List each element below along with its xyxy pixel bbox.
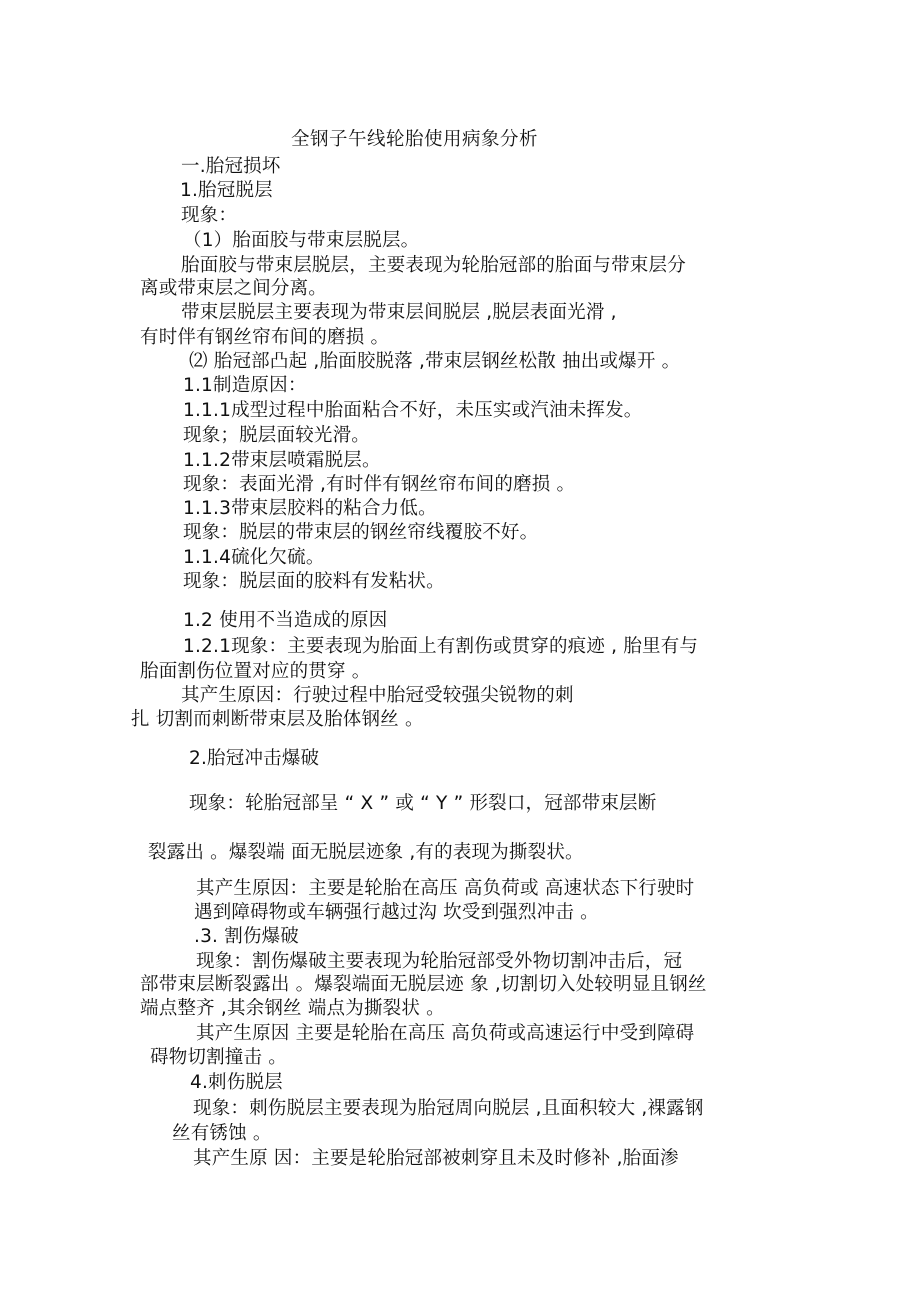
text-line: 有时伴有钢丝帘布间的磨损 。	[140, 327, 390, 348]
text-line: 裂露出 。爆裂端 面无脱层迹象 ,有的表现为撕裂状。	[148, 842, 584, 863]
text-line: 胎面胶与带束层脱层，主要表现为轮胎冠部的胎面与带束层分	[181, 255, 686, 276]
text-line: ⑵ 胎冠部凸起 ,胎面胶脱落 ,带束层钢丝松散 抽出或爆开 。	[189, 351, 681, 372]
text-line: 其产生原因 主要是轮胎在高压 高负荷或高速运行中受到障碍	[196, 1023, 695, 1044]
text-line: 1.1.2带束层喷霜脱层。	[183, 450, 381, 471]
text-line: 现象：表面光滑 ,有时伴有钢丝帘布间的磨损 。	[183, 474, 576, 495]
text-line: 1.1.1成型过程中胎面粘合不好，未压实或汽油未挥发。	[183, 400, 643, 421]
text-line: 端点整齐 ,其余钢丝 端点为撕裂状 。	[140, 998, 445, 1019]
text-line: 碍物切割撞击 。	[150, 1047, 287, 1068]
document-title: 全钢子午线轮胎使用病象分析	[291, 129, 539, 150]
text-line: 离或带束层之间分离。	[140, 278, 328, 299]
text-line: （1）胎面胶与带束层脱层。	[183, 230, 420, 251]
section-heading: 2.胎冠冲击爆破	[189, 748, 320, 769]
text-line: 其产生原 因：主要是轮胎冠部被刺穿且未及时修补 ,胎面渗	[193, 1148, 679, 1169]
text-line: 其产生原因：行驶过程中胎冠受较强尖锐物的刺	[181, 685, 574, 706]
text-line: 遇到障碍物或车辆强行越过沟 坎受到强烈冲击 。	[194, 902, 599, 923]
section-heading: .3. 割伤爆破	[194, 926, 300, 947]
text-line: 现象；脱层面较光滑。	[183, 425, 371, 446]
text-line: 带束层脱层主要表现为带束层间脱层 ,脱层表面光滑 ,	[181, 302, 617, 323]
text-line: 现象：	[181, 205, 238, 226]
text-line: 现象：脱层面的胶料有发粘状。	[183, 571, 445, 592]
section-heading: 一.胎冠损坏	[181, 156, 281, 177]
subsection-heading: 1.胎冠脱层	[180, 180, 273, 201]
text-line: 现象：轮胎冠部呈 “ X ” 或 “ Y ” 形裂口，冠部带束层断	[189, 793, 657, 814]
text-line: 其产生原因：主要是轮胎在高压 高负荷或 高速状态下行驶时	[196, 878, 695, 899]
subsection-heading: 1.1制造原因：	[183, 375, 307, 396]
text-line: 1.1.3带束层胶料的粘合力低。	[183, 498, 437, 519]
text-line: 1.2.1现象：主要表现为胎面上有割伤或贯穿的痕迹 , 胎里有与	[183, 636, 699, 657]
text-line: 1.1.4硫化欠硫。	[183, 547, 325, 568]
text-line: 现象：脱层的带束层的钢丝帘线覆胶不好。	[183, 522, 539, 543]
subsection-heading: 1.2 使用不当造成的原因	[183, 610, 388, 631]
text-line: 扎 切割而刺断带束层及胎体钢丝 。	[131, 709, 424, 730]
text-line: 胎面割伤位置对应的贯穿 。	[140, 661, 371, 682]
text-line: 现象：刺伤脱层主要表现为胎冠周向脱层 ,且面积较大 ,裸露钢	[193, 1098, 704, 1119]
text-line: 部带束层断裂露出 。爆裂端面无脱层迹 象 ,切割切入处较明显且钢丝	[140, 974, 707, 995]
text-line: 丝有锈蚀 。	[172, 1123, 272, 1144]
text-line: 现象：割伤爆破主要表现为轮胎冠部受外物切割冲击后，冠	[196, 951, 683, 972]
section-heading: 4.刺伤脱层	[190, 1072, 283, 1093]
